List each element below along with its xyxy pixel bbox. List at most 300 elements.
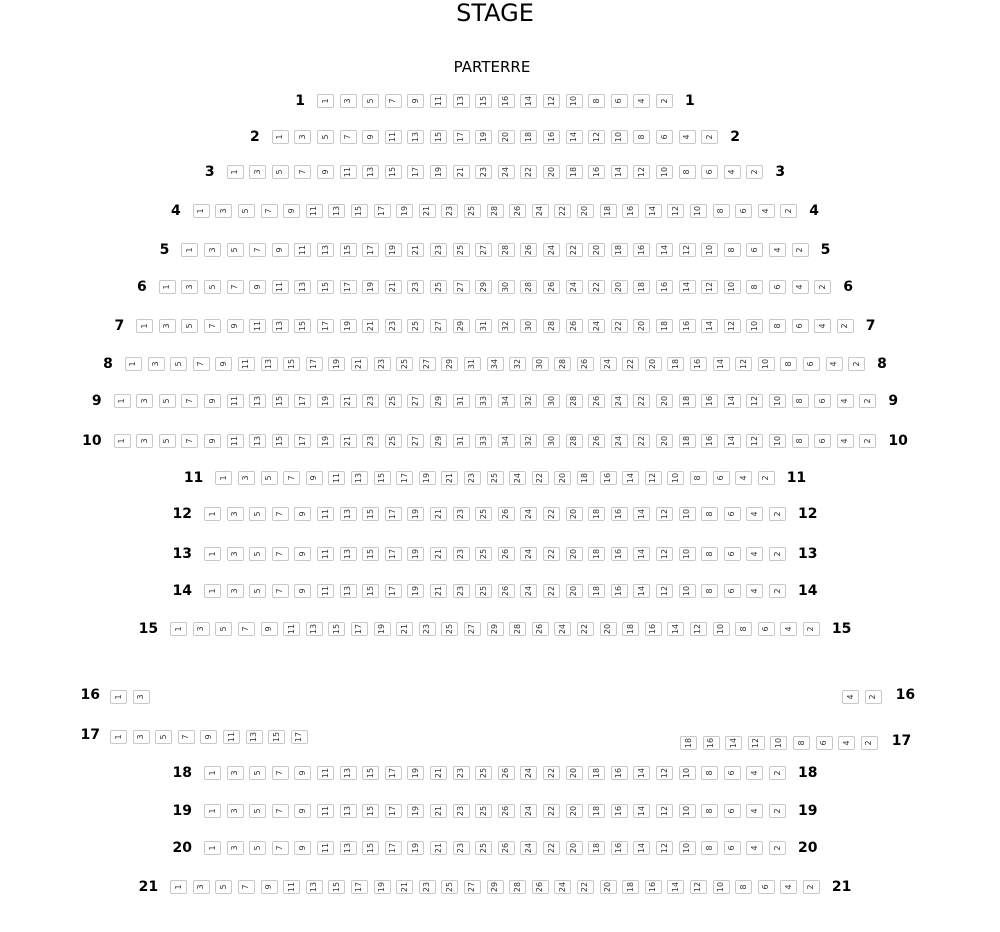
seat-row-3-12[interactable] (633, 165, 650, 179)
seat-row-21-1[interactable] (170, 880, 187, 894)
seat-row-9-1[interactable] (114, 394, 131, 408)
seat-row-7-11[interactable] (249, 319, 266, 333)
seat-row-5-5[interactable] (227, 243, 244, 257)
seat-row-1-15[interactable] (475, 94, 492, 108)
seat-row-20-17[interactable] (385, 841, 402, 855)
seat-row-11-9[interactable] (306, 471, 323, 485)
seat-row-2-10[interactable] (611, 130, 628, 144)
seat-row-1-5[interactable] (362, 94, 379, 108)
seat-row-3-20[interactable] (543, 165, 560, 179)
seat-row-9-16[interactable] (701, 394, 718, 408)
seat-row-15-12[interactable] (690, 622, 707, 636)
seat-row-17-12[interactable] (748, 736, 765, 750)
seat-row-16-2[interactable] (865, 690, 882, 704)
seat-row-13-21[interactable] (430, 547, 447, 561)
seat-row-10-22[interactable] (633, 434, 650, 448)
seat-row-19-11[interactable] (317, 804, 334, 818)
seat-row-20-14[interactable] (633, 841, 650, 855)
seat-row-12-7[interactable] (272, 507, 289, 521)
seat-row-7-21[interactable] (362, 319, 379, 333)
seat-row-5-23[interactable] (430, 243, 447, 257)
seat-row-12-16[interactable] (611, 507, 628, 521)
seat-row-7-3[interactable] (159, 319, 176, 333)
seat-row-1-6[interactable] (611, 94, 628, 108)
seat-row-10-34[interactable] (498, 434, 515, 448)
seat-row-10-3[interactable] (136, 434, 153, 448)
seat-row-1-3[interactable] (340, 94, 357, 108)
seat-row-7-27[interactable] (430, 319, 447, 333)
seat-row-1-4[interactable] (633, 94, 650, 108)
seat-row-6-18[interactable] (633, 280, 650, 294)
seat-row-9-23[interactable] (362, 394, 379, 408)
seat-row-18-20[interactable] (566, 766, 583, 780)
seat-row-13-26[interactable] (498, 547, 515, 561)
seat-row-11-23[interactable] (464, 471, 481, 485)
seat-row-9-15[interactable] (272, 394, 289, 408)
seat-row-8-4[interactable] (826, 357, 843, 371)
seat-row-20-20[interactable] (566, 841, 583, 855)
seat-row-8-30[interactable] (532, 357, 549, 371)
seat-row-8-7[interactable] (193, 357, 210, 371)
seat-row-14-14[interactable] (633, 584, 650, 598)
seat-row-8-23[interactable] (374, 357, 391, 371)
seat-row-19-22[interactable] (543, 804, 560, 818)
seat-row-9-32[interactable] (520, 394, 537, 408)
seat-row-8-12[interactable] (735, 357, 752, 371)
seat-row-4-1[interactable] (193, 204, 210, 218)
seat-row-12-23[interactable] (453, 507, 470, 521)
seat-row-19-6[interactable] (724, 804, 741, 818)
seat-row-14-15[interactable] (362, 584, 379, 598)
seat-row-19-8[interactable] (701, 804, 718, 818)
seat-row-6-3[interactable] (181, 280, 198, 294)
seat-row-18-19[interactable] (407, 766, 424, 780)
seat-row-13-7[interactable] (272, 547, 289, 561)
seat-row-15-3[interactable] (193, 622, 210, 636)
seat-row-2-3[interactable] (294, 130, 311, 144)
seat-row-21-3[interactable] (193, 880, 210, 894)
seat-row-18-17[interactable] (385, 766, 402, 780)
seat-row-3-1[interactable] (227, 165, 244, 179)
seat-row-8-17[interactable] (306, 357, 323, 371)
seat-row-9-22[interactable] (633, 394, 650, 408)
seat-row-5-14[interactable] (656, 243, 673, 257)
seat-row-21-2[interactable] (803, 880, 820, 894)
seat-row-7-7[interactable] (204, 319, 221, 333)
seat-row-6-7[interactable] (227, 280, 244, 294)
seat-row-19-25[interactable] (475, 804, 492, 818)
seat-row-19-13[interactable] (340, 804, 357, 818)
seat-row-12-12[interactable] (656, 507, 673, 521)
seat-row-1-14[interactable] (520, 94, 537, 108)
seat-row-8-14[interactable] (713, 357, 730, 371)
seat-row-4-10[interactable] (690, 204, 707, 218)
seat-row-9-6[interactable] (814, 394, 831, 408)
seat-row-8-1[interactable] (125, 357, 142, 371)
seat-row-5-22[interactable] (566, 243, 583, 257)
seat-row-8-5[interactable] (170, 357, 187, 371)
seat-row-4-26[interactable] (509, 204, 526, 218)
seat-row-11-25[interactable] (487, 471, 504, 485)
seat-row-7-19[interactable] (340, 319, 357, 333)
seat-row-5-6[interactable] (746, 243, 763, 257)
seat-row-2-9[interactable] (362, 130, 379, 144)
seat-row-4-11[interactable] (306, 204, 323, 218)
seat-row-6-20[interactable] (611, 280, 628, 294)
seat-row-6-30[interactable] (498, 280, 515, 294)
seat-row-12-14[interactable] (633, 507, 650, 521)
seat-row-10-30[interactable] (543, 434, 560, 448)
seat-row-2-19[interactable] (475, 130, 492, 144)
seat-row-18-26[interactable] (498, 766, 515, 780)
seat-row-18-24[interactable] (520, 766, 537, 780)
seat-row-2-11[interactable] (385, 130, 402, 144)
seat-row-9-14[interactable] (724, 394, 741, 408)
seat-row-5-21[interactable] (407, 243, 424, 257)
seat-row-10-23[interactable] (362, 434, 379, 448)
seat-row-1-8[interactable] (588, 94, 605, 108)
seat-row-10-15[interactable] (272, 434, 289, 448)
seat-row-7-12[interactable] (724, 319, 741, 333)
seat-row-16-4[interactable] (842, 690, 859, 704)
seat-row-7-28[interactable] (543, 319, 560, 333)
seat-row-9-27[interactable] (407, 394, 424, 408)
seat-row-18-4[interactable] (746, 766, 763, 780)
seat-row-15-22[interactable] (577, 622, 594, 636)
seat-row-13-11[interactable] (317, 547, 334, 561)
seat-row-3-16[interactable] (588, 165, 605, 179)
seat-row-9-8[interactable] (792, 394, 809, 408)
seat-row-6-21[interactable] (385, 280, 402, 294)
seat-row-12-9[interactable] (294, 507, 311, 521)
seat-row-9-34[interactable] (498, 394, 515, 408)
seat-row-12-24[interactable] (520, 507, 537, 521)
seat-row-8-10[interactable] (758, 357, 775, 371)
seat-row-20-15[interactable] (362, 841, 379, 855)
seat-row-19-23[interactable] (453, 804, 470, 818)
seat-row-8-32[interactable] (509, 357, 526, 371)
seat-row-11-4[interactable] (735, 471, 752, 485)
seat-row-18-23[interactable] (453, 766, 470, 780)
seat-row-17-2[interactable] (861, 736, 878, 750)
seat-row-15-7[interactable] (238, 622, 255, 636)
seat-row-3-22[interactable] (520, 165, 537, 179)
seat-row-9-7[interactable] (181, 394, 198, 408)
seat-row-11-8[interactable] (690, 471, 707, 485)
seat-row-13-5[interactable] (249, 547, 266, 561)
seat-row-14-6[interactable] (724, 584, 741, 598)
seat-row-10-27[interactable] (407, 434, 424, 448)
seat-row-21-20[interactable] (600, 880, 617, 894)
seat-row-20-19[interactable] (407, 841, 424, 855)
seat-row-12-25[interactable] (475, 507, 492, 521)
seat-row-15-21[interactable] (396, 622, 413, 636)
seat-row-2-5[interactable] (317, 130, 334, 144)
seat-row-19-4[interactable] (746, 804, 763, 818)
seat-row-4-15[interactable] (351, 204, 368, 218)
seat-row-4-25[interactable] (464, 204, 481, 218)
seat-row-13-22[interactable] (543, 547, 560, 561)
seat-row-10-14[interactable] (724, 434, 741, 448)
seat-row-4-21[interactable] (419, 204, 436, 218)
seat-row-11-11[interactable] (328, 471, 345, 485)
seat-row-7-5[interactable] (181, 319, 198, 333)
seat-row-11-13[interactable] (351, 471, 368, 485)
seat-row-19-16[interactable] (611, 804, 628, 818)
seat-row-21-26[interactable] (532, 880, 549, 894)
seat-row-17-17[interactable] (291, 730, 308, 744)
seat-row-11-12[interactable] (645, 471, 662, 485)
seat-row-14-23[interactable] (453, 584, 470, 598)
seat-row-12-17[interactable] (385, 507, 402, 521)
seat-row-14-18[interactable] (588, 584, 605, 598)
seat-row-7-1[interactable] (136, 319, 153, 333)
seat-row-12-11[interactable] (317, 507, 334, 521)
seat-row-14-8[interactable] (701, 584, 718, 598)
seat-row-14-19[interactable] (407, 584, 424, 598)
seat-row-3-23[interactable] (475, 165, 492, 179)
seat-row-12-13[interactable] (340, 507, 357, 521)
seat-row-15-27[interactable] (464, 622, 481, 636)
seat-row-14-21[interactable] (430, 584, 447, 598)
seat-row-3-24[interactable] (498, 165, 515, 179)
seat-row-18-10[interactable] (679, 766, 696, 780)
seat-row-11-17[interactable] (396, 471, 413, 485)
seat-row-11-21[interactable] (441, 471, 458, 485)
seat-row-10-29[interactable] (430, 434, 447, 448)
seat-row-21-6[interactable] (758, 880, 775, 894)
seat-row-12-4[interactable] (746, 507, 763, 521)
seat-row-17-11[interactable] (223, 730, 240, 744)
seat-row-9-26[interactable] (588, 394, 605, 408)
seat-row-10-12[interactable] (746, 434, 763, 448)
seat-row-19-24[interactable] (520, 804, 537, 818)
seat-row-7-10[interactable] (746, 319, 763, 333)
seat-row-3-5[interactable] (272, 165, 289, 179)
seat-row-10-13[interactable] (249, 434, 266, 448)
seat-row-9-5[interactable] (159, 394, 176, 408)
seat-row-8-21[interactable] (351, 357, 368, 371)
seat-row-1-10[interactable] (566, 94, 583, 108)
seat-row-15-23[interactable] (419, 622, 436, 636)
seat-row-18-5[interactable] (249, 766, 266, 780)
seat-row-4-22[interactable] (554, 204, 571, 218)
seat-row-4-9[interactable] (283, 204, 300, 218)
seat-row-10-4[interactable] (837, 434, 854, 448)
seat-row-4-4[interactable] (758, 204, 775, 218)
seat-row-15-20[interactable] (600, 622, 617, 636)
seat-row-11-7[interactable] (283, 471, 300, 485)
seat-row-5-1[interactable] (181, 243, 198, 257)
seat-row-15-19[interactable] (374, 622, 391, 636)
seat-row-15-28[interactable] (509, 622, 526, 636)
seat-row-20-26[interactable] (498, 841, 515, 855)
seat-row-21-29[interactable] (487, 880, 504, 894)
seat-row-19-2[interactable] (769, 804, 786, 818)
seat-row-21-22[interactable] (577, 880, 594, 894)
seat-row-20-5[interactable] (249, 841, 266, 855)
seat-row-12-20[interactable] (566, 507, 583, 521)
seat-row-10-20[interactable] (656, 434, 673, 448)
seat-row-10-10[interactable] (769, 434, 786, 448)
seat-row-21-14[interactable] (667, 880, 684, 894)
seat-row-4-20[interactable] (577, 204, 594, 218)
seat-row-12-3[interactable] (227, 507, 244, 521)
seat-row-8-31[interactable] (464, 357, 481, 371)
seat-row-5-9[interactable] (272, 243, 289, 257)
seat-row-15-11[interactable] (283, 622, 300, 636)
seat-row-11-3[interactable] (238, 471, 255, 485)
seat-row-3-6[interactable] (701, 165, 718, 179)
seat-row-9-33[interactable] (475, 394, 492, 408)
seat-row-8-26[interactable] (577, 357, 594, 371)
seat-row-21-17[interactable] (351, 880, 368, 894)
seat-row-8-24[interactable] (600, 357, 617, 371)
seat-row-17-5[interactable] (155, 730, 172, 744)
seat-row-6-6[interactable] (769, 280, 786, 294)
seat-row-6-27[interactable] (453, 280, 470, 294)
seat-row-12-19[interactable] (407, 507, 424, 521)
seat-row-5-18[interactable] (611, 243, 628, 257)
seat-row-7-15[interactable] (294, 319, 311, 333)
seat-row-13-24[interactable] (520, 547, 537, 561)
seat-row-18-6[interactable] (724, 766, 741, 780)
seat-row-11-10[interactable] (667, 471, 684, 485)
seat-row-14-5[interactable] (249, 584, 266, 598)
seat-row-7-9[interactable] (227, 319, 244, 333)
seat-row-3-13[interactable] (362, 165, 379, 179)
seat-row-8-13[interactable] (261, 357, 278, 371)
seat-row-19-21[interactable] (430, 804, 447, 818)
seat-row-3-15[interactable] (385, 165, 402, 179)
seat-row-19-17[interactable] (385, 804, 402, 818)
seat-row-2-15[interactable] (430, 130, 447, 144)
seat-row-15-13[interactable] (306, 622, 323, 636)
seat-row-9-20[interactable] (656, 394, 673, 408)
seat-row-5-26[interactable] (520, 243, 537, 257)
seat-row-6-29[interactable] (475, 280, 492, 294)
seat-row-15-16[interactable] (645, 622, 662, 636)
seat-row-21-25[interactable] (441, 880, 458, 894)
seat-row-1-1[interactable] (317, 94, 334, 108)
seat-row-14-3[interactable] (227, 584, 244, 598)
seat-row-7-18[interactable] (656, 319, 673, 333)
seat-row-9-21[interactable] (340, 394, 357, 408)
seat-row-8-29[interactable] (441, 357, 458, 371)
seat-row-10-28[interactable] (566, 434, 583, 448)
seat-row-8-2[interactable] (848, 357, 865, 371)
seat-row-6-12[interactable] (701, 280, 718, 294)
seat-row-10-17[interactable] (294, 434, 311, 448)
seat-row-7-8[interactable] (769, 319, 786, 333)
seat-row-10-1[interactable] (114, 434, 131, 448)
seat-row-15-24[interactable] (554, 622, 571, 636)
seat-row-8-3[interactable] (148, 357, 165, 371)
seat-row-18-16[interactable] (611, 766, 628, 780)
seat-row-3-21[interactable] (453, 165, 470, 179)
seat-row-15-14[interactable] (667, 622, 684, 636)
seat-row-4-5[interactable] (238, 204, 255, 218)
seat-row-21-4[interactable] (780, 880, 797, 894)
seat-row-3-17[interactable] (407, 165, 424, 179)
seat-row-15-2[interactable] (803, 622, 820, 636)
seat-row-2-17[interactable] (453, 130, 470, 144)
seat-row-15-6[interactable] (758, 622, 775, 636)
seat-row-13-18[interactable] (588, 547, 605, 561)
seat-row-4-3[interactable] (215, 204, 232, 218)
seat-row-7-22[interactable] (611, 319, 628, 333)
seat-row-3-14[interactable] (611, 165, 628, 179)
seat-row-15-26[interactable] (532, 622, 549, 636)
seat-row-6-25[interactable] (430, 280, 447, 294)
seat-row-10-8[interactable] (792, 434, 809, 448)
seat-row-10-24[interactable] (611, 434, 628, 448)
seat-row-10-9[interactable] (204, 434, 221, 448)
seat-row-12-5[interactable] (249, 507, 266, 521)
seat-row-14-1[interactable] (204, 584, 221, 598)
seat-row-12-6[interactable] (724, 507, 741, 521)
seat-row-21-23[interactable] (419, 880, 436, 894)
seat-row-17-14[interactable] (725, 736, 742, 750)
seat-row-5-3[interactable] (204, 243, 221, 257)
seat-row-11-18[interactable] (577, 471, 594, 485)
seat-row-12-1[interactable] (204, 507, 221, 521)
seat-row-9-18[interactable] (679, 394, 696, 408)
seat-row-9-2[interactable] (859, 394, 876, 408)
seat-row-7-29[interactable] (453, 319, 470, 333)
seat-row-3-11[interactable] (340, 165, 357, 179)
seat-row-8-11[interactable] (238, 357, 255, 371)
seat-row-4-24[interactable] (532, 204, 549, 218)
seat-row-19-5[interactable] (249, 804, 266, 818)
seat-row-4-19[interactable] (396, 204, 413, 218)
seat-row-13-4[interactable] (746, 547, 763, 561)
seat-row-11-22[interactable] (532, 471, 549, 485)
seat-row-18-3[interactable] (227, 766, 244, 780)
seat-row-13-17[interactable] (385, 547, 402, 561)
seat-row-6-8[interactable] (746, 280, 763, 294)
seat-row-1-16[interactable] (498, 94, 515, 108)
seat-row-13-1[interactable] (204, 547, 221, 561)
seat-row-18-18[interactable] (588, 766, 605, 780)
seat-row-13-16[interactable] (611, 547, 628, 561)
seat-row-4-6[interactable] (735, 204, 752, 218)
seat-row-19-3[interactable] (227, 804, 244, 818)
seat-row-7-25[interactable] (407, 319, 424, 333)
seat-row-21-19[interactable] (374, 880, 391, 894)
seat-row-20-25[interactable] (475, 841, 492, 855)
seat-row-12-2[interactable] (769, 507, 786, 521)
seat-row-21-24[interactable] (554, 880, 571, 894)
seat-row-19-26[interactable] (498, 804, 515, 818)
seat-row-6-11[interactable] (272, 280, 289, 294)
seat-row-9-13[interactable] (249, 394, 266, 408)
seat-row-12-21[interactable] (430, 507, 447, 521)
seat-row-4-13[interactable] (328, 204, 345, 218)
seat-row-3-2[interactable] (746, 165, 763, 179)
seat-row-14-11[interactable] (317, 584, 334, 598)
seat-row-13-13[interactable] (340, 547, 357, 561)
seat-row-3-10[interactable] (656, 165, 673, 179)
seat-row-10-26[interactable] (588, 434, 605, 448)
seat-row-15-5[interactable] (215, 622, 232, 636)
seat-row-3-9[interactable] (317, 165, 334, 179)
seat-row-10-19[interactable] (317, 434, 334, 448)
seat-row-2-1[interactable] (272, 130, 289, 144)
seat-row-21-15[interactable] (328, 880, 345, 894)
seat-row-10-6[interactable] (814, 434, 831, 448)
seat-row-6-14[interactable] (679, 280, 696, 294)
